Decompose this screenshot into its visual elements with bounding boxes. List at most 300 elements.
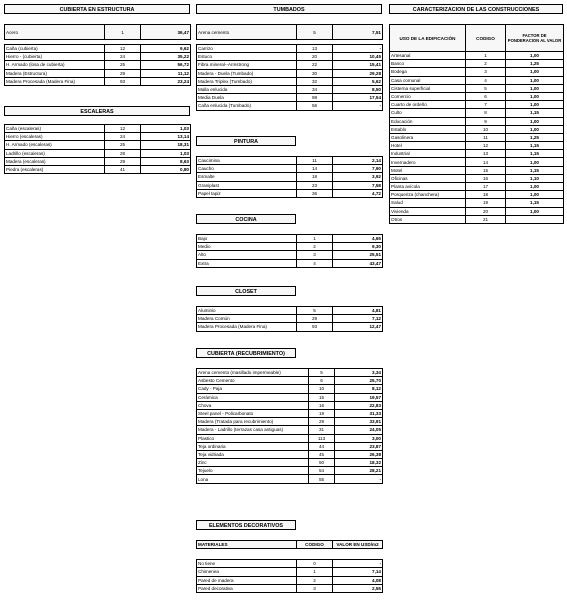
use-name: Hotel <box>390 142 466 150</box>
table-escaleras <box>4 124 191 174</box>
use-name: Cisterna superficial <box>390 84 466 92</box>
use-name: Artesanal <box>390 52 466 60</box>
material-code: 55 <box>309 475 335 483</box>
material-code: 13 <box>297 45 333 53</box>
spacer <box>197 549 383 560</box>
table-cocina <box>196 234 383 268</box>
table-row <box>5 61 191 69</box>
material-name: Madera - Duela (Tumbado) <box>197 69 297 77</box>
material-value: 7,14 <box>333 568 383 576</box>
material-name: Aluminio <box>197 307 297 315</box>
table-row <box>197 377 383 385</box>
table-row <box>197 165 383 173</box>
use-code: 15 <box>466 166 506 174</box>
section-title: ESCALERAS <box>4 106 190 116</box>
use-factor: 1,00 <box>506 84 564 92</box>
table-row <box>197 576 383 584</box>
material-value: 8,63 <box>141 157 191 165</box>
use-factor: 1,25 <box>506 60 564 68</box>
use-code: 6 <box>466 92 506 100</box>
material-code: 12 <box>105 45 141 53</box>
material-value: 9,62 <box>141 45 191 53</box>
material-code: 16 <box>309 401 335 409</box>
material-value: 35,22 <box>141 53 191 61</box>
material-name: Caña enlucida (Tumbado) <box>197 102 297 110</box>
table-row <box>390 215 564 223</box>
material-code: 5 <box>297 307 333 315</box>
table-row <box>197 409 383 417</box>
table-row <box>197 426 383 434</box>
use-code: 4 <box>466 76 506 84</box>
use-name: Comercio <box>390 92 466 100</box>
use-name: Establo <box>390 125 466 133</box>
use-name: Oficinas <box>390 174 466 182</box>
table-row <box>197 85 383 93</box>
material-value: 7,51 <box>333 25 383 40</box>
use-factor: 1,10 <box>506 174 564 182</box>
use-name: Banco <box>390 60 466 68</box>
material-value: 25,51 <box>333 251 383 259</box>
material-name: Caña (cubierta) <box>5 45 105 53</box>
material-value: 19,57 <box>335 393 383 401</box>
material-name: Madera (Estructura) <box>5 69 105 77</box>
material-name: Hierro - (cubierta) <box>5 53 105 61</box>
table-row <box>390 191 564 199</box>
material-name: Tejuelo <box>197 467 309 475</box>
material-value: 11,12 <box>141 69 191 77</box>
material-value: 22,83 <box>335 401 383 409</box>
material-name: Madera Triplex (Tumbado) <box>197 77 297 85</box>
material-name: Teja vidriada <box>197 450 309 458</box>
table-row <box>197 323 383 331</box>
use-code: 14 <box>466 158 506 166</box>
table-cubierta-recubrimiento <box>196 368 383 484</box>
material-value: 1,03 <box>141 149 191 157</box>
section-title: COCINA <box>196 214 296 224</box>
material-name: Chimenea <box>197 568 297 576</box>
use-name: Porqueriza (chanchera) <box>390 191 466 199</box>
table-row <box>197 385 383 393</box>
use-code: 13 <box>466 150 506 158</box>
table-row <box>5 141 191 149</box>
material-value: 10,45 <box>333 53 383 61</box>
table-row <box>197 77 383 85</box>
material-code: 1 <box>105 25 141 40</box>
material-value: 3,92 <box>333 173 383 181</box>
material-value: 4,81 <box>333 307 383 315</box>
table-row <box>390 52 564 60</box>
material-code: 50 <box>309 459 335 467</box>
material-code: 98 <box>297 94 333 102</box>
table-row <box>197 102 383 110</box>
table-row <box>197 467 383 475</box>
material-name: Pared decorativa <box>197 584 297 592</box>
material-code: 15 <box>309 393 335 401</box>
use-code: 21 <box>466 215 506 223</box>
material-name: Madera Común <box>197 315 297 323</box>
material-name: Malla enlucida <box>197 85 297 93</box>
material-code: 22 <box>297 61 333 69</box>
material-code: 29 <box>297 315 333 323</box>
table-row <box>197 584 383 592</box>
use-code: 18 <box>466 191 506 199</box>
table-row <box>390 92 564 100</box>
material-name: Steel panel - Policarbonato <box>197 409 309 417</box>
table-row <box>197 181 383 189</box>
column-header: USO DE LA EDIFICACIÓN <box>390 25 466 52</box>
table-row <box>197 53 383 61</box>
material-value: 36,47 <box>141 25 191 40</box>
use-factor: 1,00 <box>506 101 564 109</box>
table-row <box>390 117 564 125</box>
use-code: 19 <box>466 199 506 207</box>
use-name: Industrial <box>390 150 466 158</box>
material-code: 29 <box>105 69 141 77</box>
material-name: Bajo <box>197 235 297 243</box>
material-name: Caña (escaleras) <box>5 125 105 133</box>
material-value: 43,47 <box>333 259 383 267</box>
table-row <box>390 158 564 166</box>
material-name: Papel tapiz <box>197 189 297 197</box>
material-code: 44 <box>309 442 335 450</box>
material-code: 93 <box>105 77 141 85</box>
table-caracterizacion <box>389 24 564 224</box>
material-value: 24,05 <box>335 426 383 434</box>
material-code: 19 <box>309 409 335 417</box>
use-factor: 1,00 <box>506 183 564 191</box>
material-code: 6 <box>309 377 335 385</box>
use-code: 20 <box>466 207 506 215</box>
column-middle <box>196 4 382 604</box>
section-title: CLOSET <box>196 286 296 296</box>
material-name: Carrizo <box>197 45 297 53</box>
material-code: 0 <box>297 560 333 568</box>
use-name: Planta avícola <box>390 183 466 191</box>
material-name: Asbesto Cemento <box>197 377 309 385</box>
material-value: 0,80 <box>141 165 191 173</box>
table-row <box>390 199 564 207</box>
column-header: CODIGO <box>466 25 506 52</box>
material-name: Caucimina <box>197 157 297 165</box>
material-name: Pared de madera <box>197 576 297 584</box>
material-code: 32 <box>297 77 333 85</box>
table-row <box>197 235 383 243</box>
table-row <box>197 251 383 259</box>
use-code: 16 <box>466 174 506 182</box>
table-row <box>197 401 383 409</box>
material-value: 5,62 <box>333 77 383 85</box>
material-code: 113 <box>309 434 335 442</box>
use-factor: 1,15 <box>506 109 564 117</box>
material-code: 30 <box>297 69 333 77</box>
use-factor <box>506 215 564 223</box>
table-row <box>390 68 564 76</box>
column-right <box>389 4 563 264</box>
material-value: 9,30 <box>333 243 383 251</box>
material-value: 8,50 <box>333 85 383 93</box>
material-name: Esmalte <box>197 173 297 181</box>
table-row <box>390 76 564 84</box>
table-row <box>5 45 191 53</box>
table-row <box>197 69 383 77</box>
use-code: 12 <box>466 142 506 150</box>
table-header-row <box>197 541 383 549</box>
table-row <box>197 243 383 251</box>
use-name: Motel <box>390 166 466 174</box>
material-code: 28 <box>105 149 141 157</box>
material-code: 18 <box>297 173 333 181</box>
material-name: Madera (Tratada para recubrimiento) <box>197 418 309 426</box>
use-factor: 1,25 <box>506 133 564 141</box>
material-name: H. Armado (losa de cubierta) <box>5 61 105 69</box>
material-name: Cady - Paja <box>197 385 309 393</box>
material-code: 93 <box>297 323 333 331</box>
material-name: Medio <box>197 243 297 251</box>
table-row <box>390 150 564 158</box>
table-row <box>197 45 383 53</box>
table-row <box>5 133 191 141</box>
use-name: Vivienda <box>390 207 466 215</box>
column-left <box>4 4 190 244</box>
material-value: 23,87 <box>335 442 383 450</box>
table-row <box>197 393 383 401</box>
table-row <box>5 149 191 157</box>
material-value: - <box>333 102 383 110</box>
material-value: 18,31 <box>141 141 191 149</box>
use-name: Gasolinera <box>390 133 466 141</box>
material-value: 33,91 <box>335 418 383 426</box>
material-name: Madera Procesada (Madera Fina) <box>5 77 105 85</box>
material-name: Estuco <box>197 53 297 61</box>
material-code: 20 <box>297 53 333 61</box>
table-cubierta-estructura <box>4 24 191 86</box>
use-code: 11 <box>466 133 506 141</box>
material-value: 18,32 <box>335 459 383 467</box>
table-row <box>197 94 383 102</box>
material-code: 3 <box>297 584 333 592</box>
use-factor: 1,00 <box>506 125 564 133</box>
table-row <box>197 369 383 377</box>
table-row <box>197 450 383 458</box>
table-row <box>197 315 383 323</box>
material-name: Graniplast <box>197 181 297 189</box>
table-row <box>390 207 564 215</box>
use-code: 9 <box>466 117 506 125</box>
material-value: 4,72 <box>333 189 383 197</box>
material-code: 5 <box>297 25 333 40</box>
material-name: Caucho <box>197 165 297 173</box>
table-row <box>197 259 383 267</box>
material-value: 7,58 <box>333 181 383 189</box>
material-code: 12 <box>105 125 141 133</box>
column-header: FACTOR DE PONDERACION AL VALOR <box>506 25 564 52</box>
material-code: 24 <box>105 53 141 61</box>
use-factor: 1,00 <box>506 117 564 125</box>
use-factor: 1,00 <box>506 68 564 76</box>
table-row <box>5 69 191 77</box>
material-code: 1 <box>297 568 333 576</box>
material-code: 2 <box>297 576 333 584</box>
material-name: Arena cemento (masillado impermeable) <box>197 369 309 377</box>
column-header: VALOR EN USD/m2 <box>333 541 383 549</box>
section-title: PINTURA <box>196 136 296 146</box>
material-name: Media Duela <box>197 94 297 102</box>
use-name: Cuarto de ordeño <box>390 101 466 109</box>
material-name: Zinc <box>197 459 309 467</box>
table-row <box>390 133 564 141</box>
material-value: 4,65 <box>333 235 383 243</box>
material-code: 1 <box>297 235 333 243</box>
section-title: CARACTERIZACION DE LAS CONSTRUCCIONES <box>389 4 563 14</box>
table-row <box>197 560 383 568</box>
use-name: Invernadero <box>390 158 466 166</box>
material-name: Fibra mineral--Armstrong <box>197 61 297 69</box>
material-name: Ladrillo (escaleras) <box>5 149 105 157</box>
table-row <box>5 53 191 61</box>
material-value: 1,03 <box>141 125 191 133</box>
use-code: 8 <box>466 109 506 117</box>
table-row <box>197 568 383 576</box>
table-row <box>5 125 191 133</box>
use-code: 17 <box>466 183 506 191</box>
material-code: 31 <box>309 426 335 434</box>
table-header-row <box>390 25 564 52</box>
material-code: 24 <box>105 133 141 141</box>
section-title: CUBIERTA EN ESTRUCTURA <box>4 4 190 14</box>
column-header: MATERIALES <box>197 541 297 549</box>
material-value: 29,28 <box>333 69 383 77</box>
material-code: 56 <box>297 102 333 110</box>
material-code: 10 <box>309 385 335 393</box>
material-code: 5 <box>309 369 335 377</box>
table-row <box>197 475 383 483</box>
material-name: Teja ordinaria <box>197 442 309 450</box>
material-value: 2,14 <box>333 157 383 165</box>
use-factor: 1,00 <box>506 191 564 199</box>
material-name: Acero <box>5 25 105 40</box>
material-name: Chova <box>197 401 309 409</box>
table-row <box>390 125 564 133</box>
material-code: 3 <box>297 251 333 259</box>
material-value: 17,54 <box>333 94 383 102</box>
use-code: 3 <box>466 68 506 76</box>
table-row <box>197 459 383 467</box>
material-value: 26,38 <box>335 450 383 458</box>
use-code: 5 <box>466 84 506 92</box>
material-name: Madera Procesada (Madera Fina) <box>197 323 297 331</box>
material-value: - <box>333 45 383 53</box>
use-factor: 1,15 <box>506 199 564 207</box>
material-name: Hierro (escaleras) <box>5 133 105 141</box>
use-factor: 1,15 <box>506 150 564 158</box>
table-row <box>390 183 564 191</box>
table-row <box>197 307 383 315</box>
use-name: Educación <box>390 117 466 125</box>
table-row <box>5 25 191 40</box>
material-code: 54 <box>309 467 335 475</box>
use-factor: 1,00 <box>506 207 564 215</box>
material-code: 41 <box>105 165 141 173</box>
material-code: 34 <box>297 85 333 93</box>
section-title: CUBIERTA (RECUBRIMIENTO) <box>196 348 296 358</box>
material-code: 23 <box>297 181 333 189</box>
material-code: 29 <box>309 418 335 426</box>
material-name: Arena cemento <box>197 25 297 40</box>
material-value: - <box>335 475 383 483</box>
use-factor: 1,00 <box>506 158 564 166</box>
use-code: 1 <box>466 52 506 60</box>
material-value: 13,14 <box>141 133 191 141</box>
table-row <box>197 442 383 450</box>
use-name: Salud <box>390 199 466 207</box>
table-row <box>197 157 383 165</box>
material-value: 7,90 <box>333 165 383 173</box>
table-tumbados <box>196 24 383 111</box>
material-name: Piedra (escaleras) <box>5 165 105 173</box>
material-value: 3,34 <box>335 369 383 377</box>
use-code: 10 <box>466 125 506 133</box>
table-row <box>197 418 383 426</box>
material-code: 36 <box>297 189 333 197</box>
material-code: 4 <box>297 259 333 267</box>
material-value: - <box>333 560 383 568</box>
material-value: 56,72 <box>141 61 191 69</box>
material-value: 15,41 <box>333 61 383 69</box>
material-code: 25 <box>105 141 141 149</box>
material-name: Extra <box>197 259 297 267</box>
table-pintura <box>196 156 383 198</box>
material-value: 8,12 <box>335 385 383 393</box>
use-factor: 1,15 <box>506 166 564 174</box>
table-row <box>390 60 564 68</box>
use-name: Casa comunal <box>390 76 466 84</box>
use-factor: 1,00 <box>506 52 564 60</box>
table-row <box>5 77 191 85</box>
material-name: Madera - Ladrillo (terrazas casa antiguas) <box>197 426 309 434</box>
material-code: 29 <box>105 157 141 165</box>
use-factor: 1,00 <box>506 92 564 100</box>
material-name: H. Armado (escaleras) <box>5 141 105 149</box>
use-name: Culto <box>390 109 466 117</box>
material-value: 25,70 <box>335 377 383 385</box>
table-row <box>197 25 383 40</box>
table-row <box>390 109 564 117</box>
material-code: 14 <box>297 165 333 173</box>
table-row <box>390 174 564 182</box>
material-code: 11 <box>297 157 333 165</box>
use-code: 7 <box>466 101 506 109</box>
table-row <box>390 166 564 174</box>
table-row <box>5 165 191 173</box>
use-factor: 1,15 <box>506 142 564 150</box>
use-factor: 1,00 <box>506 76 564 84</box>
material-value: 3,00 <box>335 434 383 442</box>
material-value: 28,21 <box>335 467 383 475</box>
table-row <box>390 101 564 109</box>
material-name: Alto <box>197 251 297 259</box>
material-value: 31,33 <box>335 409 383 417</box>
table-row <box>390 84 564 92</box>
use-code: 2 <box>466 60 506 68</box>
table-row <box>197 61 383 69</box>
material-name: Plastico <box>197 434 309 442</box>
table-row <box>197 189 383 197</box>
material-value: 23,24 <box>141 77 191 85</box>
material-value: 12,47 <box>333 323 383 331</box>
table-row <box>390 142 564 150</box>
material-value: 4,08 <box>333 576 383 584</box>
material-name: Madera (escaleras) <box>5 157 105 165</box>
